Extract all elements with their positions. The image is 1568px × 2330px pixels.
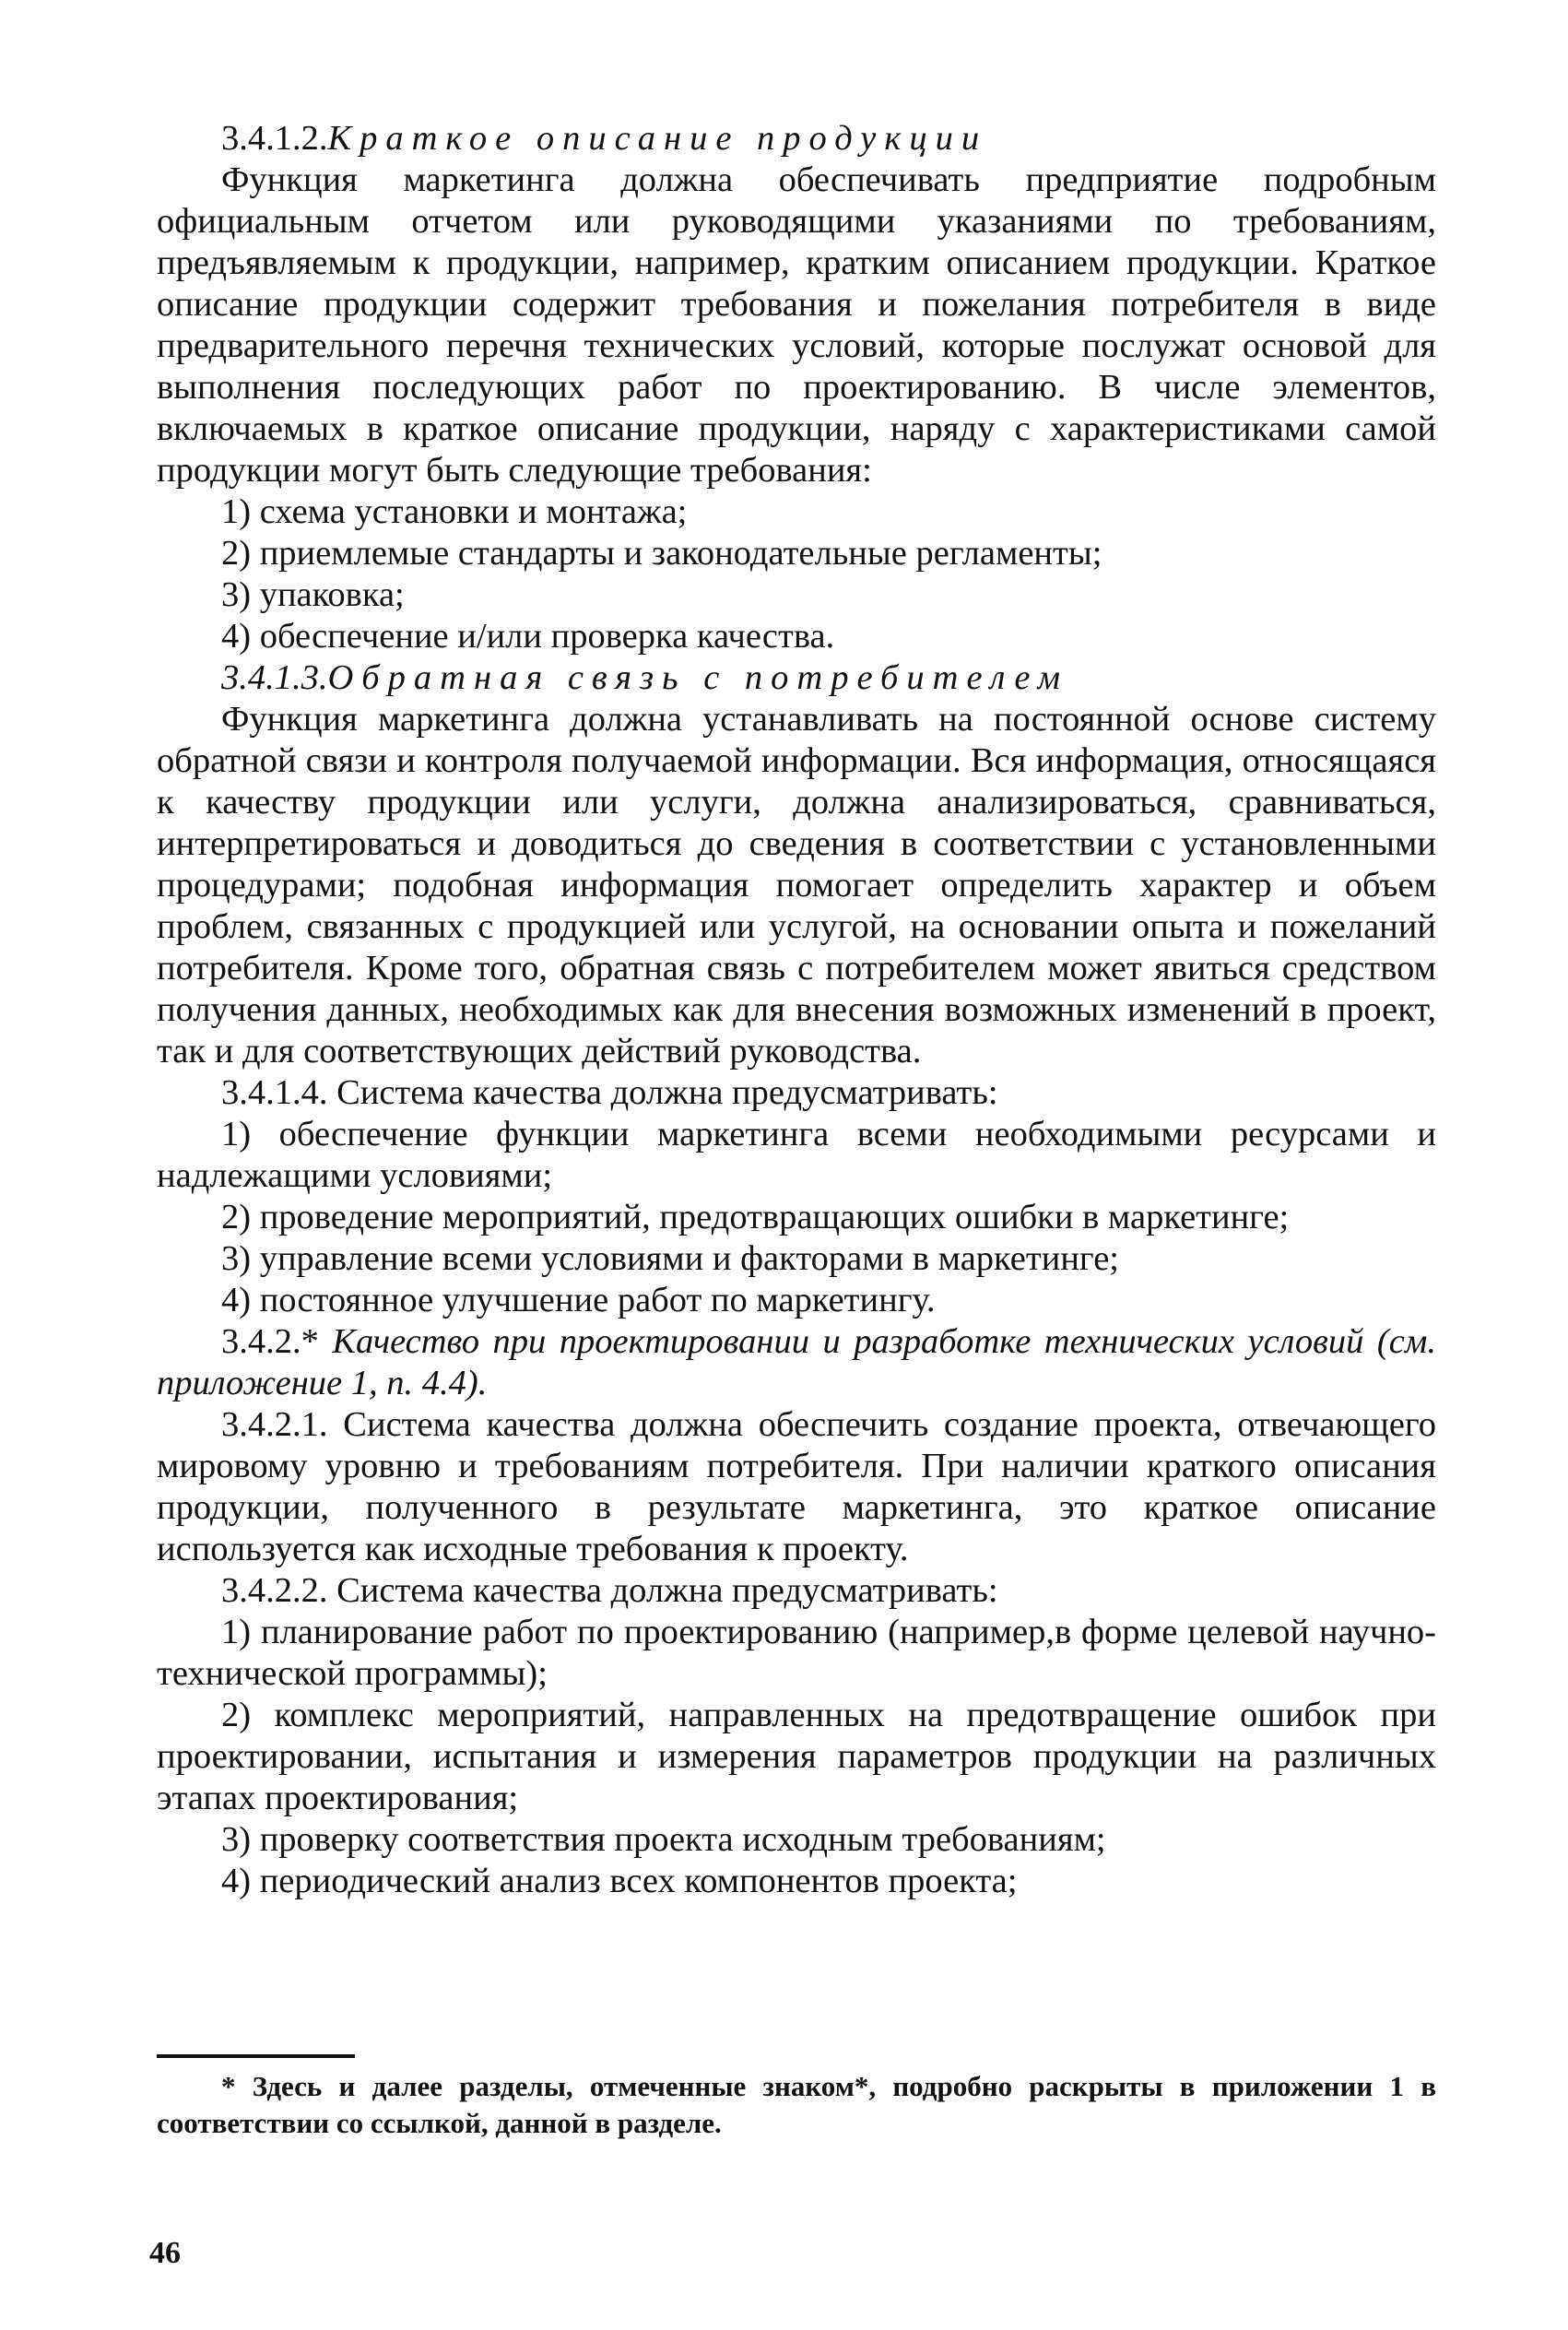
section-heading-3-4-1-2 xyxy=(157,118,1436,160)
list-item: 2) проведение мероприятий, предотвращающих ошибки в маркетинге; xyxy=(221,1198,1290,1236)
list-item: 3) управление всеми условиями и факторами в маркетинге; xyxy=(221,1239,1119,1278)
list-item: 1) схема установки и монтажа; xyxy=(221,492,688,531)
footnote: * Здесь и далее разделы, отмеченные знаком*, подробно раскрыты в приложении 1 в соответствии со ссылкой, данной в разделе. xyxy=(157,2070,1436,2139)
paragraph-3-4-2-1: 3.4.2.1. Система качества должна обеспечить создание проекта, отвечающего мировому уровню и требованиям потребителя. При наличии краткого описания продукции, полученного в результате маркетинга, это краткое описание используется как исходные требования к проекту. xyxy=(157,1405,1436,1568)
page-body xyxy=(157,118,1436,1902)
paragraph: Функция маркетинга должна устанавливать на постоянной основе систему обратной связи и контроля получаемой информации. Вся информация, относящаяся к качеству продукции или услуги, должна анализироваться, сравниваться, интерпретироваться и доводиться до сведения в соответствии с установленными процедурами; подобная информация помогает определить характер и объем проблем, связанных с продукцией или услугой, на основании опыта и пожеланий потребителя. Кроме того, обратная связь с потребителем может явиться средством получения данных, необходимых как для внесения возможных изменений в проект, так и для соответствующих действий руководства. xyxy=(157,700,1436,1070)
paragraph: Функция маркетинга должна обеспечивать предприятие подробным официальным отчетом или руководящими указаниями по требованиям, предъявляемым к продукции, например, кратким описанием продукции. Краткое описание продукции содержит требования и пожелания потребителя в виде предварительного перечня технических условий, которые послужат основой для выполнения последующих работ по проектированию. В числе элементов, включаемых в краткое описание продукции, наряду с характеристиками самой продукции могут быть следующие требования: xyxy=(157,160,1436,490)
list-item: 3) проверку соответствия проекта исходным требованиям; xyxy=(221,1820,1106,1859)
section-heading-3-4-1-3 xyxy=(157,657,1436,699)
section-heading-3-4-2 xyxy=(157,1321,1436,1404)
section-title: Качество при проектировании и разработке технических условий (см. приложение 1, п. 4.4). xyxy=(157,1322,1436,1402)
section-lead-3-4-1-4: 3.4.1.4. Система качества должна предусматривать: xyxy=(221,1073,998,1112)
list-item: 1) планирование работ по проектированию (например,в форме целевой научно-технической программы); xyxy=(157,1613,1436,1693)
list-item: 1) обеспечение функции маркетинга всеми необходимыми ресурсами и надлежащими условиями; xyxy=(157,1115,1436,1195)
list-item: 3) упаковка; xyxy=(221,575,405,614)
footnote-divider xyxy=(157,2054,355,2058)
list-item: 2) комплекс мероприятий, направленных на предотвращение ошибок при проектировании, испытания и измерения параметров продукции на различных этапах проектирования; xyxy=(157,1696,1436,1817)
list-item: 2) приемлемые стандарты и законодательные регламенты; xyxy=(221,534,1102,573)
list-item: 4) периодический анализ всех компонентов проекта; xyxy=(221,1862,1018,1900)
section-number: 3.4.2.* xyxy=(221,1322,319,1361)
section-number: 3.4.1.3. xyxy=(221,658,328,697)
section-number: 3.4.1.2. xyxy=(221,119,328,158)
page-number: 46 xyxy=(149,2236,181,2270)
list-item: 4) обеспечение и/или проверка качества. xyxy=(221,617,835,656)
section-lead-3-4-2-2: 3.4.2.2. Система качества должна предусматривать: xyxy=(221,1571,998,1610)
section-title: Краткое описание продукции xyxy=(327,119,988,158)
list-item: 4) постоянное улучшение работ по маркетингу. xyxy=(221,1281,936,1319)
section-title: Обратная связь с потребителем xyxy=(327,658,1069,697)
